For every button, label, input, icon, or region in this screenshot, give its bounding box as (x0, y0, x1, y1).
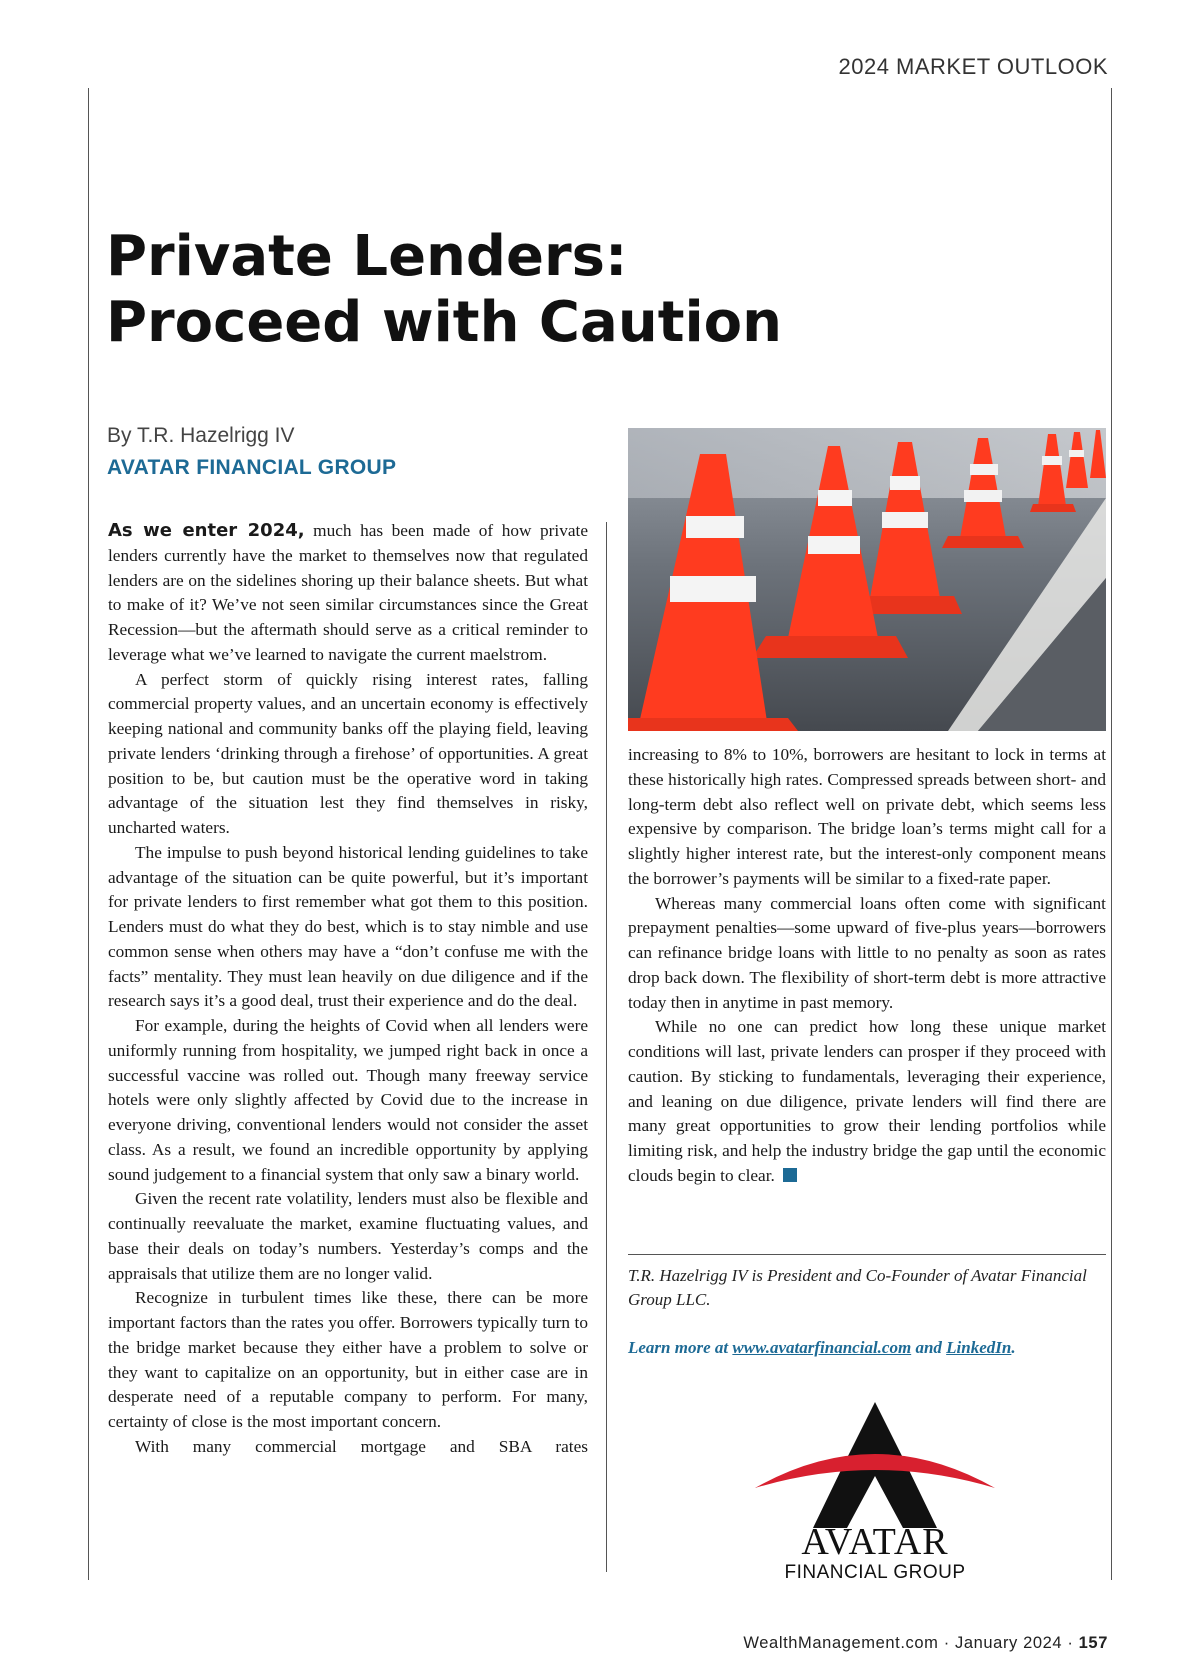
paragraph-6: Recognize in turbulent times like these, there can be more important factors than the rates you offer. Borrowers typically turn to the bridge market because they either have a problem to solve or they want to capitalize on an opportunity, but in either case are in desperate need of a reputable company to perform. For many, certainty of close is the most important concern. (108, 1288, 588, 1431)
paragraph-4: For example, during the heights of Covid when all lenders were uniformly running from hospitality, we jumped right back in once a successful vaccine was rolled out. Though many freeway service hotels were only slightly affected by Covid due to the increase in everyone driving, conventional lenders would not consider the asset class. As a result, we found an incredible opportunity by applying sound judgement to a financial system that only saw a binary world. (108, 1016, 588, 1184)
author-organization: AVATAR FINANCIAL GROUP (107, 456, 397, 479)
section-label: 2024 MARKET OUTLOOK (838, 54, 1108, 79)
title-line-1: Private Lenders: (106, 224, 628, 289)
logo-subtitle: FINANCIAL GROUP (784, 1562, 966, 1583)
paragraph-1-text: much has been made of how private lenders currently have the market to themselves now that regulated lenders are on the sidelines shoring up their balance sheets. But what to make of it? We’ve not seen similar circumstances since the Great Recession—but the aftermath should serve as a critical reminder to leverage what we’ve learned to navigate the current maelstrom. (108, 521, 588, 664)
learn-more (628, 1338, 1106, 1358)
page-footer (743, 1634, 1108, 1653)
logo-name: AVATAR (801, 1521, 949, 1563)
right-margin-rule (1111, 88, 1112, 1580)
left-column (108, 519, 588, 1460)
traffic-cones-photo (628, 428, 1106, 731)
paragraph-9: Whereas many commercial loans often come with significant prepayment penalties—some upward of five-plus years—borrowers can refinance bridge loans with little to no penalty as soon as rates drop back down. The flexibility of short-term debt is more attractive today then in anytime in past memory. (628, 893, 1106, 1012)
article-title (106, 224, 1006, 356)
title-line-2: Proceed with Caution (106, 290, 782, 355)
column-divider (606, 522, 607, 1572)
paragraph-1 (108, 519, 588, 668)
left-margin-rule (88, 88, 89, 1580)
paragraph-3: The impulse to push beyond historical lending guidelines to take advantage of the situation can be quite powerful, but it’s important for private lenders to first remember what got them to this position. Lenders must do what they do best, which is to stay nimble and use common sense when others may have a “don’t confuse me with the facts” mentality. They must lean heavily on due diligence and if the research says it’s a good deal, trust their experience and do the deal. (108, 842, 588, 1011)
paragraph-5: Given the recent rate volatility, lenders must also be flexible and continually reevaluate the market, examine fluctuating values, and base their deals on today’s numbers. Yesterday’s comps and the appraisals that utilize them are no longer valid. (108, 1189, 588, 1283)
paragraph-10-text: While no one can predict how long these unique market conditions will last, private lenders can prosper if they proceed with caution. By sticking to fundamentals, leveraging their experience, and leaning on due diligence, private lenders will find there are many great opportunities to grow their lending portfolios while limiting risk, and help the industry bridge the gap until the economic clouds begin to clear. (628, 1017, 1106, 1185)
learn-prefix: Learn more at (628, 1338, 733, 1357)
bio-separator (628, 1254, 1106, 1255)
lead-in: As we enter 2024, (108, 520, 305, 541)
footer-site: WealthManagement.com · January 2024 · (743, 1634, 1079, 1652)
learn-mid: and (911, 1338, 947, 1357)
author-bio: T.R. Hazelrigg IV is President and Co-Founder of Avatar Financial Group LLC. (628, 1266, 1087, 1309)
paragraph-10 (628, 1015, 1106, 1188)
end-of-article-mark-icon (783, 1168, 797, 1182)
learn-suffix: . (1011, 1338, 1016, 1357)
right-column (628, 743, 1106, 1189)
paragraph-7: With many commercial mortgage and SBA rates (135, 1436, 588, 1456)
paragraph-8: increasing to 8% to 10%, borrowers are hesitant to lock in terms at these historically high rates. Compressed spreads between short- and long-term debt also reflect well on private debt, which seems less expensive by comparison. The bridge loan’s terms might call for a slightly higher interest rate, but the interest-only component means the borrower’s payments will be similar to a fixed-rate paper. (628, 745, 1106, 888)
page-number: 157 (1078, 1634, 1108, 1652)
byline: By T.R. Hazelrigg IV (107, 424, 295, 447)
paragraph-2: A perfect storm of quickly rising interest rates, falling commercial property values, and an uncertain economy is effectively keeping national and community banks off the playing field, leaving private lenders ‘drinking through a firehose’ of opportunities. A great position to be, but caution must be the operative word in taking advantage of the situation lest they find themselves in risky, uncharted waters. (108, 669, 588, 837)
website-link[interactable]: www.avatarfinancial.com (732, 1338, 912, 1357)
linkedin-link[interactable]: LinkedIn (946, 1338, 1012, 1357)
